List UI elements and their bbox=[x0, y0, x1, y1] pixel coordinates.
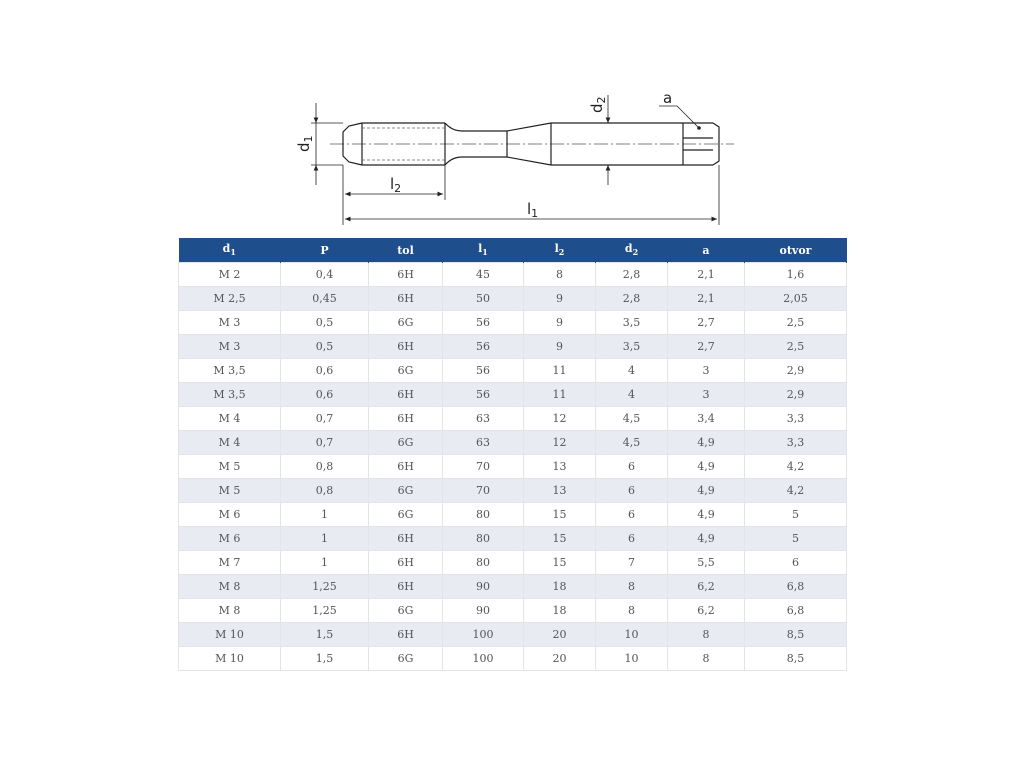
column-header bbox=[745, 238, 847, 263]
table-cell: 6H bbox=[369, 575, 443, 599]
table-cell: 0,7 bbox=[281, 407, 369, 431]
table-cell: M 3 bbox=[179, 311, 281, 335]
table-cell: 6G bbox=[369, 503, 443, 527]
table-cell: 1,6 bbox=[745, 263, 847, 287]
table-cell: 70 bbox=[443, 479, 524, 503]
table-cell: 56 bbox=[443, 383, 524, 407]
leader-a-dot bbox=[697, 126, 701, 130]
column-header-label: d bbox=[624, 242, 633, 256]
table-cell: 6G bbox=[369, 599, 443, 623]
table-cell: M 8 bbox=[179, 599, 281, 623]
table-cell: 70 bbox=[443, 455, 524, 479]
table-cell: 0,5 bbox=[281, 311, 369, 335]
table-cell: 100 bbox=[443, 647, 524, 671]
table-cell: 100 bbox=[443, 623, 524, 647]
table-cell: M 3 bbox=[179, 335, 281, 359]
table-cell: 56 bbox=[443, 335, 524, 359]
table-cell: 4,9 bbox=[668, 527, 745, 551]
table-row bbox=[179, 287, 847, 311]
table-cell: M 2 bbox=[179, 263, 281, 287]
table-cell: 9 bbox=[524, 335, 596, 359]
table-cell: 9 bbox=[524, 311, 596, 335]
table-cell: 2,5 bbox=[745, 335, 847, 359]
table-row bbox=[179, 479, 847, 503]
column-header-label: l bbox=[478, 242, 483, 256]
table-cell: 6H bbox=[369, 527, 443, 551]
table-cell: 20 bbox=[524, 647, 596, 671]
column-header-subscript: 2 bbox=[632, 247, 639, 258]
table-cell: 8 bbox=[668, 623, 745, 647]
table-cell: 10 bbox=[596, 623, 668, 647]
table-cell: M 4 bbox=[179, 431, 281, 455]
table-cell: 10 bbox=[596, 647, 668, 671]
table-cell: 1 bbox=[281, 503, 369, 527]
table-cell: 15 bbox=[524, 551, 596, 575]
table-cell: 6H bbox=[369, 383, 443, 407]
table-cell: 2,5 bbox=[745, 311, 847, 335]
table-cell: 3,5 bbox=[596, 335, 668, 359]
table-cell: 0,5 bbox=[281, 335, 369, 359]
table-cell: 6 bbox=[745, 551, 847, 575]
column-header-label: a bbox=[702, 243, 710, 257]
table-cell: 1,25 bbox=[281, 599, 369, 623]
table-cell: 20 bbox=[524, 623, 596, 647]
table-cell: 6,2 bbox=[668, 575, 745, 599]
table-cell: 4,5 bbox=[596, 407, 668, 431]
column-header-subscript: 1 bbox=[482, 247, 488, 258]
table-cell: 1,5 bbox=[281, 647, 369, 671]
table-cell: 8,5 bbox=[745, 647, 847, 671]
label-l2: $l_2$ bbox=[390, 175, 402, 195]
table-cell: 56 bbox=[443, 311, 524, 335]
table-cell: 6,8 bbox=[745, 575, 847, 599]
table-cell: M 2,5 bbox=[179, 287, 281, 311]
table-cell: 11 bbox=[524, 383, 596, 407]
table-cell: M 6 bbox=[179, 503, 281, 527]
table-row bbox=[179, 503, 847, 527]
table-cell: 1 bbox=[281, 551, 369, 575]
table-cell: 0,45 bbox=[281, 287, 369, 311]
label-d2: $d_2$ bbox=[588, 96, 608, 113]
table-cell: 1 bbox=[281, 527, 369, 551]
table-cell: 4,9 bbox=[668, 431, 745, 455]
table-cell: 4 bbox=[596, 383, 668, 407]
column-header bbox=[668, 238, 745, 263]
table-cell: 56 bbox=[443, 359, 524, 383]
table-row bbox=[179, 647, 847, 671]
table-cell: 11 bbox=[524, 359, 596, 383]
column-header-subscript: 1 bbox=[230, 247, 236, 258]
column-header bbox=[443, 238, 524, 263]
table-cell: M 7 bbox=[179, 551, 281, 575]
table-cell: 6H bbox=[369, 551, 443, 575]
label-a: a bbox=[663, 89, 673, 107]
column-header-subscript: 2 bbox=[558, 247, 565, 258]
table-cell: 6,2 bbox=[668, 599, 745, 623]
table-row bbox=[179, 431, 847, 455]
table-cell: 6H bbox=[369, 407, 443, 431]
table-body bbox=[179, 263, 847, 671]
table-cell: M 4 bbox=[179, 407, 281, 431]
table-cell: 6G bbox=[369, 647, 443, 671]
table-cell: 13 bbox=[524, 455, 596, 479]
table-cell: 9 bbox=[524, 287, 596, 311]
table-cell: 12 bbox=[524, 407, 596, 431]
table-cell: 8 bbox=[524, 263, 596, 287]
table-cell: 0,8 bbox=[281, 455, 369, 479]
table-cell: 8,5 bbox=[745, 623, 847, 647]
column-header bbox=[179, 238, 281, 263]
table-row bbox=[179, 455, 847, 479]
table-cell: 4,5 bbox=[596, 431, 668, 455]
table-cell: 13 bbox=[524, 479, 596, 503]
table-cell: 5 bbox=[745, 527, 847, 551]
table-cell: M 3,5 bbox=[179, 383, 281, 407]
table-cell: 12 bbox=[524, 431, 596, 455]
table-cell: 63 bbox=[443, 431, 524, 455]
table-cell: 8 bbox=[668, 647, 745, 671]
table-cell: 0,7 bbox=[281, 431, 369, 455]
column-header-label: tol bbox=[397, 243, 414, 257]
table-cell: 6G bbox=[369, 479, 443, 503]
label-d1: $d_1$ bbox=[295, 135, 315, 152]
table-cell: 80 bbox=[443, 527, 524, 551]
column-header-label: P bbox=[320, 243, 329, 257]
table-cell: 6H bbox=[369, 623, 443, 647]
table-row bbox=[179, 335, 847, 359]
table-cell: 4 bbox=[596, 359, 668, 383]
table-cell: 5,5 bbox=[668, 551, 745, 575]
table-cell: 5 bbox=[745, 503, 847, 527]
table-cell: 2,7 bbox=[668, 335, 745, 359]
table-cell: M 8 bbox=[179, 575, 281, 599]
table-cell: 6,8 bbox=[745, 599, 847, 623]
table-row bbox=[179, 623, 847, 647]
table-cell: 6 bbox=[596, 527, 668, 551]
column-header bbox=[281, 238, 369, 263]
table-row bbox=[179, 263, 847, 287]
table-cell: 6 bbox=[596, 455, 668, 479]
table-row bbox=[179, 599, 847, 623]
table-cell: 2,7 bbox=[668, 311, 745, 335]
table-cell: M 10 bbox=[179, 647, 281, 671]
table-row bbox=[179, 359, 847, 383]
column-header-label: otvor bbox=[779, 243, 812, 257]
table-cell: 4,9 bbox=[668, 479, 745, 503]
table-cell: 15 bbox=[524, 527, 596, 551]
table-cell: 3 bbox=[668, 359, 745, 383]
table-cell: 18 bbox=[524, 575, 596, 599]
table-row bbox=[179, 527, 847, 551]
table-cell: 1,25 bbox=[281, 575, 369, 599]
table-row bbox=[179, 383, 847, 407]
table-cell: 3,5 bbox=[596, 311, 668, 335]
table-cell: M 6 bbox=[179, 527, 281, 551]
table-cell: 50 bbox=[443, 287, 524, 311]
table-row bbox=[179, 407, 847, 431]
table-cell: 80 bbox=[443, 503, 524, 527]
table-cell: 6H bbox=[369, 287, 443, 311]
table-row bbox=[179, 575, 847, 599]
table-cell: 45 bbox=[443, 263, 524, 287]
column-header bbox=[596, 238, 668, 263]
table-row bbox=[179, 311, 847, 335]
table-cell: M 3,5 bbox=[179, 359, 281, 383]
tap-dimensions-table bbox=[178, 238, 847, 671]
table-cell: 3 bbox=[668, 383, 745, 407]
column-header bbox=[369, 238, 443, 263]
table-cell: 0,6 bbox=[281, 383, 369, 407]
column-header bbox=[524, 238, 596, 263]
table-cell: 8 bbox=[596, 575, 668, 599]
table-cell: 2,8 bbox=[596, 263, 668, 287]
table-cell: 6H bbox=[369, 455, 443, 479]
table-cell: 6 bbox=[596, 503, 668, 527]
table-cell: 0,4 bbox=[281, 263, 369, 287]
leader-a bbox=[659, 106, 699, 128]
table-cell: 6G bbox=[369, 359, 443, 383]
table-cell: 4,2 bbox=[745, 455, 847, 479]
label-l1: $l_1$ bbox=[527, 200, 539, 220]
table-cell: M 10 bbox=[179, 623, 281, 647]
table-cell: 2,9 bbox=[745, 359, 847, 383]
table-row bbox=[179, 551, 847, 575]
column-header-label: d bbox=[222, 242, 231, 256]
table-header-row bbox=[179, 238, 847, 263]
table-cell: 6G bbox=[369, 431, 443, 455]
table-cell: 0,6 bbox=[281, 359, 369, 383]
table-cell: 3,3 bbox=[745, 407, 847, 431]
table-cell: 18 bbox=[524, 599, 596, 623]
table-cell: 4,9 bbox=[668, 503, 745, 527]
table-cell: 2,9 bbox=[745, 383, 847, 407]
table-cell: 15 bbox=[524, 503, 596, 527]
table-cell: 4,2 bbox=[745, 479, 847, 503]
table-cell: 1,5 bbox=[281, 623, 369, 647]
table-cell: 80 bbox=[443, 551, 524, 575]
table-cell: 6H bbox=[369, 335, 443, 359]
tap-technical-drawing bbox=[0, 0, 1024, 235]
table-cell: 6G bbox=[369, 311, 443, 335]
table-cell: 2,1 bbox=[668, 287, 745, 311]
table-cell: 8 bbox=[596, 599, 668, 623]
table-cell: 7 bbox=[596, 551, 668, 575]
table-cell: 3,4 bbox=[668, 407, 745, 431]
table-cell: 90 bbox=[443, 575, 524, 599]
table-cell: 0,8 bbox=[281, 479, 369, 503]
table-cell: M 5 bbox=[179, 455, 281, 479]
table-cell: 2,1 bbox=[668, 263, 745, 287]
column-header-label: l bbox=[554, 242, 559, 256]
table-cell: M 5 bbox=[179, 479, 281, 503]
table-cell: 63 bbox=[443, 407, 524, 431]
table-cell: 3,3 bbox=[745, 431, 847, 455]
table-cell: 6 bbox=[596, 479, 668, 503]
table-cell: 90 bbox=[443, 599, 524, 623]
table-cell: 6H bbox=[369, 263, 443, 287]
table-cell: 4,9 bbox=[668, 455, 745, 479]
table-cell: 2,8 bbox=[596, 287, 668, 311]
table-cell: 2,05 bbox=[745, 287, 847, 311]
